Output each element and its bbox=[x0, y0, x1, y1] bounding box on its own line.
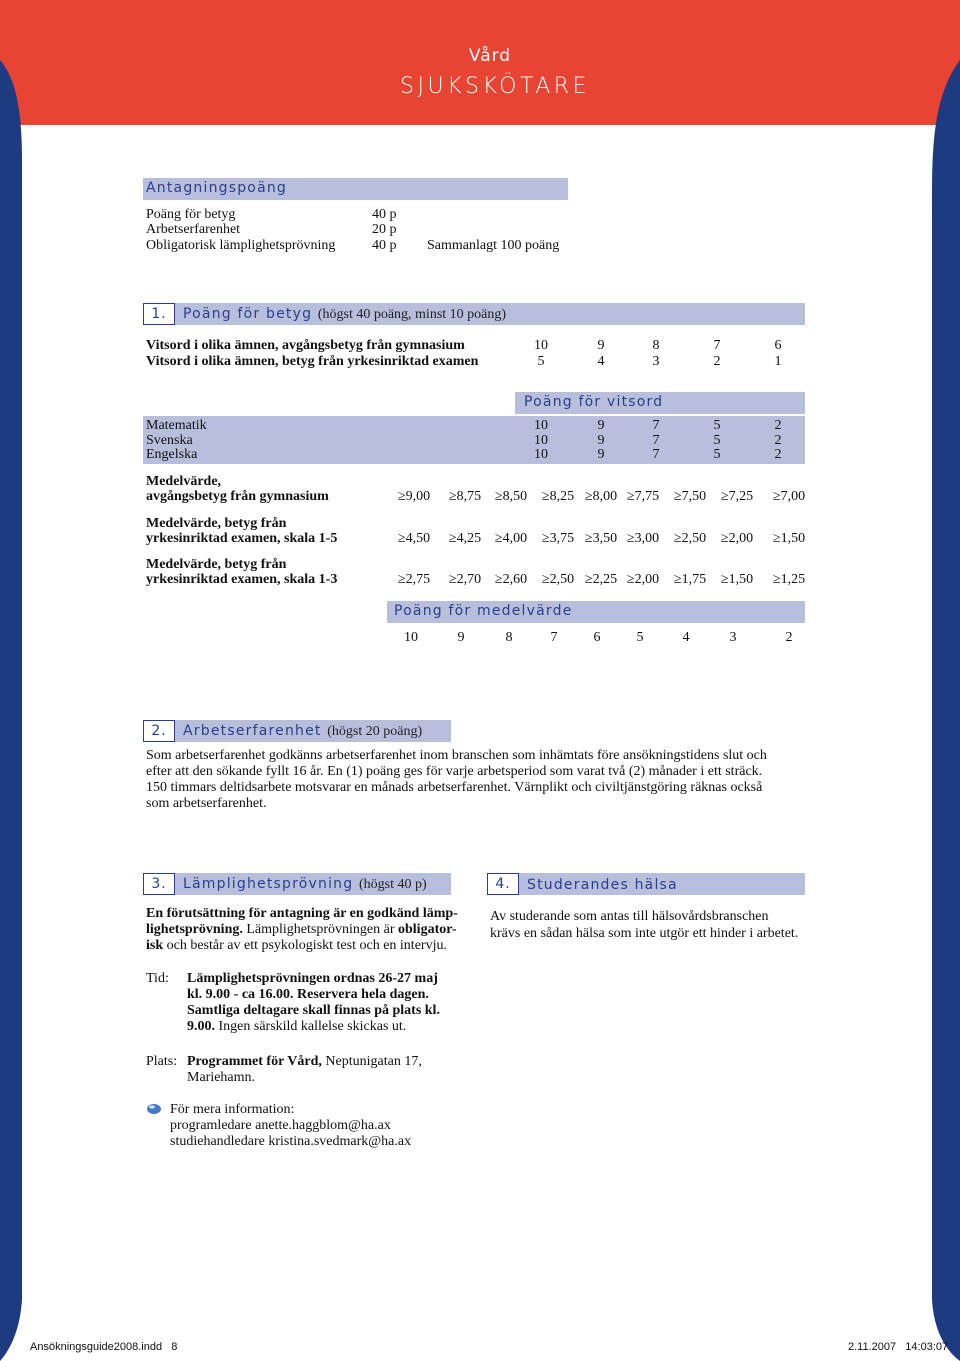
s3-title-text: Lämplighetsprövning bbox=[183, 876, 354, 892]
vitsord-value: 9 bbox=[597, 338, 605, 353]
medel-point: 2 bbox=[785, 630, 793, 645]
s3-intro-bold: En förutsättning för antagning är en godkänd lämp- bbox=[146, 906, 458, 921]
vitsord-value: 10 bbox=[534, 338, 548, 353]
subject-value: 5 bbox=[713, 418, 721, 433]
medel-label: avgångsbetyg från gymnasium bbox=[146, 489, 329, 504]
medel-point: 8 bbox=[505, 630, 513, 645]
s3-intro-text: och består av ett psykologiskt test och en intervju. bbox=[163, 938, 447, 953]
intake-row-label: Poäng för betyg bbox=[146, 207, 236, 222]
s4-title: Studerandes hälsa bbox=[527, 877, 678, 893]
medel-point: 4 bbox=[682, 630, 690, 645]
medel-point: 5 bbox=[636, 630, 644, 645]
header-subtitle: Vård bbox=[468, 46, 512, 66]
plats-label: Plats: bbox=[146, 1054, 178, 1069]
medel-value: ≥1,25 bbox=[772, 572, 806, 587]
medel-value: ≥2,00 bbox=[720, 531, 754, 546]
vitsord-value: 7 bbox=[713, 338, 721, 353]
medel-value: ≥8,50 bbox=[494, 489, 528, 504]
s4-line: krävs en sådan hälsa som inte utgör ett hinder i arbetet. bbox=[490, 926, 799, 941]
vitsord-heading: Poäng för vitsord bbox=[524, 394, 664, 410]
medel-point: 10 bbox=[404, 630, 418, 645]
plats-line: Mariehamn. bbox=[187, 1070, 256, 1085]
subject-value: 7 bbox=[652, 418, 660, 433]
medel-label: Medelvärde, bbox=[146, 474, 222, 489]
intake-row-label: Obligatorisk lämplighetsprövning bbox=[146, 238, 336, 253]
vitsord-value: 5 bbox=[537, 354, 545, 369]
medel-value: ≥8,25 bbox=[541, 489, 575, 504]
tid-line: Lämplighetsprövningen ordnas 26-27 maj bbox=[187, 971, 438, 986]
s4-number: 4. bbox=[487, 873, 519, 895]
info-line[interactable]: programledare anette.haggblom@ha.ax bbox=[170, 1118, 391, 1133]
s2-title-sub: (högst 20 poäng) bbox=[327, 724, 423, 739]
tid-label: Tid: bbox=[146, 971, 169, 986]
s2-number: 2. bbox=[143, 720, 175, 742]
s3-title-sub: (högst 40 p) bbox=[359, 877, 427, 892]
medel-heading: Poäng för medelvärde bbox=[394, 603, 573, 619]
plats-norm: Neptunigatan 17, bbox=[321, 1054, 422, 1069]
intake-row-value: 20 p bbox=[372, 222, 397, 237]
vitsord-value: 4 bbox=[597, 354, 605, 369]
medel-value: ≥1,75 bbox=[673, 572, 707, 587]
medel-point: 6 bbox=[593, 630, 601, 645]
medel-label: Medelvärde, betyg från bbox=[146, 557, 287, 572]
tid-text bbox=[187, 971, 440, 1035]
footer-right: 2.11.2007 14:03:07 bbox=[848, 1341, 949, 1353]
medel-value: ≥7,75 bbox=[626, 489, 660, 504]
right-side-decoration bbox=[900, 0, 960, 1361]
vitsord-value: 3 bbox=[652, 354, 660, 369]
intake-row-label: Arbetserfarenhet bbox=[146, 222, 241, 237]
medel-value: ≥8,75 bbox=[448, 489, 482, 504]
subject-value: 2 bbox=[774, 418, 782, 433]
medel-value: ≥2,50 bbox=[673, 531, 707, 546]
intake-total: Sammanlagt 100 poäng bbox=[427, 238, 560, 253]
tid-line bbox=[187, 1019, 440, 1035]
medel-value: ≥4,00 bbox=[494, 531, 528, 546]
s1-title bbox=[183, 303, 506, 326]
intake-row-value: 40 p bbox=[372, 238, 397, 253]
s3-intro-bold: obligator- bbox=[398, 922, 457, 937]
s3-number: 3. bbox=[143, 873, 175, 895]
subject-value: 7 bbox=[652, 447, 660, 462]
subject-value: 5 bbox=[713, 447, 721, 462]
intake-row-value: 40 p bbox=[372, 207, 397, 222]
medel-value: ≥2,70 bbox=[448, 572, 482, 587]
subject-value: 9 bbox=[597, 433, 605, 448]
s3-intro-bold: isk bbox=[146, 938, 164, 953]
s4-line: Av studerande som antas till hälsovårdsbranschen bbox=[490, 909, 769, 924]
s3-intro bbox=[146, 906, 476, 954]
subject-label: Svenska bbox=[146, 433, 193, 448]
vitsord-value: 2 bbox=[713, 354, 721, 369]
vitsord-value: 8 bbox=[652, 338, 660, 353]
s2-title-text: Arbetserfarenhet bbox=[183, 723, 322, 739]
tid-line: Samtliga deltagare skall finnas på plats kl. bbox=[187, 1003, 440, 1018]
medel-label: yrkesinriktad examen, skala 1-5 bbox=[146, 531, 338, 546]
s3-title bbox=[183, 873, 427, 896]
medel-value: ≥2,00 bbox=[626, 572, 660, 587]
subject-value: 2 bbox=[774, 447, 782, 462]
s3-intro-bold: lighetsprövning. bbox=[146, 922, 243, 937]
medel-value: ≥7,00 bbox=[772, 489, 806, 504]
subject-value: 10 bbox=[534, 433, 548, 448]
s3-intro-text: Lämplighetsprövningen är bbox=[242, 922, 398, 937]
medel-point: 9 bbox=[457, 630, 465, 645]
medel-value: ≥2,50 bbox=[541, 572, 575, 587]
medel-point: 7 bbox=[550, 630, 558, 645]
s2-line: 150 timmars deltidsarbete motsvarar en månads arbetserfarenhet. Värnplikt och civiltjänstgöring räknas också bbox=[146, 780, 763, 795]
subject-label: Engelska bbox=[146, 447, 198, 462]
subject-value: 5 bbox=[713, 433, 721, 448]
s2-line: Som arbetserfarenhet godkänns arbetserfarenhet inom branschen som inhämtats före ansökningstidens slut och bbox=[146, 748, 767, 763]
intake-heading: Antagningspoäng bbox=[146, 180, 288, 196]
subject-value: 9 bbox=[597, 418, 605, 433]
medel-value: ≥3,50 bbox=[584, 531, 618, 546]
header-title: SJUKSKÖTARE bbox=[400, 74, 590, 99]
info-bullet-icon bbox=[146, 1103, 162, 1115]
medel-value: ≥3,00 bbox=[626, 531, 660, 546]
medel-value: ≥2,25 bbox=[584, 572, 618, 587]
medel-value: ≥3,75 bbox=[541, 531, 575, 546]
medel-value: ≥2,75 bbox=[397, 572, 431, 587]
tid-line: kl. 9.00 - ca 16.00. Reservera hela dagen. bbox=[187, 987, 429, 1002]
medel-value: ≥7,25 bbox=[720, 489, 754, 504]
subject-value: 10 bbox=[534, 447, 548, 462]
medel-label: yrkesinriktad examen, skala 1-3 bbox=[146, 572, 338, 587]
s1-number: 1. bbox=[143, 303, 175, 325]
s1-title-text: Poäng för betyg bbox=[183, 306, 313, 322]
medel-value: ≥4,25 bbox=[448, 531, 482, 546]
footer-left: Ansökningsguide2008.indd 8 bbox=[30, 1341, 178, 1353]
medel-value: ≥7,50 bbox=[673, 489, 707, 504]
vitsord-value: 6 bbox=[774, 338, 782, 353]
medel-value: ≥1,50 bbox=[772, 531, 806, 546]
s1-title-sub: (högst 40 poäng, minst 10 poäng) bbox=[317, 307, 507, 322]
left-side-decoration bbox=[0, 0, 30, 1361]
s2-title bbox=[183, 720, 422, 743]
info-line: För mera information: bbox=[170, 1102, 295, 1117]
tid-last-bold: 9.00. bbox=[187, 1019, 215, 1034]
intake-row bbox=[146, 207, 235, 223]
plats-bold: Programmet för Vård, bbox=[187, 1054, 322, 1069]
subject-value: 2 bbox=[774, 433, 782, 448]
plats-text bbox=[187, 1054, 422, 1086]
medel-value: ≥8,00 bbox=[584, 489, 618, 504]
vitsord-row-label: Vitsord i olika ämnen, avgångsbetyg från gymnasium bbox=[146, 338, 465, 353]
plats-line bbox=[187, 1054, 422, 1070]
medel-value: ≥1,50 bbox=[720, 572, 754, 587]
medel-value: ≥4,50 bbox=[397, 531, 431, 546]
subject-value: 9 bbox=[597, 447, 605, 462]
s2-line: efter att den sökande fyllt 16 år. En (1) poäng ges för varje arbetsperiod som varat två (2) månader i ett sträck. bbox=[146, 764, 763, 779]
medel-label: Medelvärde, betyg från bbox=[146, 516, 287, 531]
medel-point: 3 bbox=[729, 630, 737, 645]
info-block bbox=[170, 1102, 411, 1150]
subject-value: 7 bbox=[652, 433, 660, 448]
info-line[interactable]: studiehandledare kristina.svedmark@ha.ax bbox=[170, 1134, 412, 1149]
s2-line: som arbetserfarenhet. bbox=[146, 796, 267, 811]
vitsord-row-label: Vitsord i olika ämnen, betyg från yrkesinriktad examen bbox=[146, 354, 479, 369]
subject-value: 10 bbox=[534, 418, 548, 433]
tid-last-text: Ingen särskild kallelse skickas ut. bbox=[215, 1019, 407, 1034]
subject-label: Matematik bbox=[146, 418, 207, 433]
medel-value: ≥9,00 bbox=[397, 489, 431, 504]
medel-value: ≥2,60 bbox=[494, 572, 528, 587]
vitsord-value: 1 bbox=[774, 354, 782, 369]
